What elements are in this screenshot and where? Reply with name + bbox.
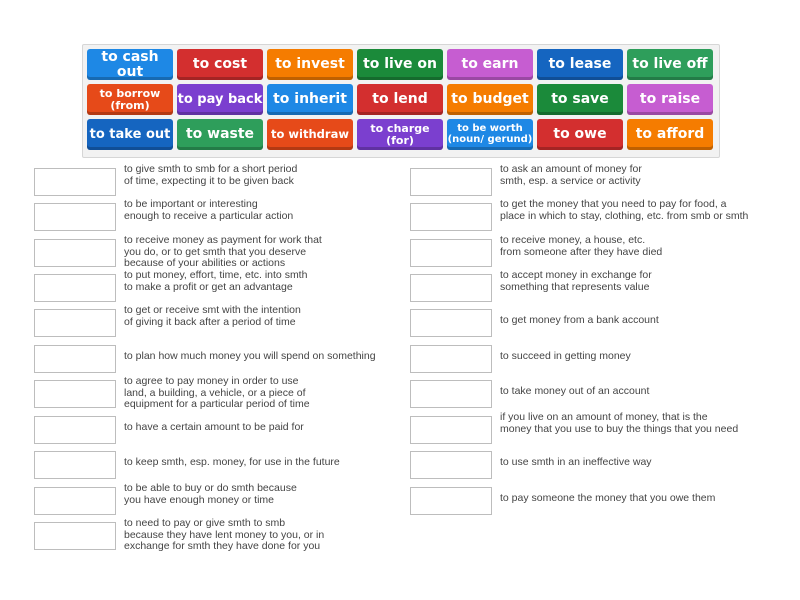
definition-text: to succeed in getting money — [500, 350, 631, 362]
definition-text: to have a certain amount to be paid for — [124, 421, 304, 433]
tile-to-save[interactable]: to save — [537, 84, 623, 115]
answer-slot[interactable] — [34, 239, 116, 267]
tile-to-withdraw[interactable]: to withdraw — [267, 119, 353, 150]
answer-slot[interactable] — [410, 239, 492, 267]
tile-to-cash-out[interactable]: to cash out — [87, 49, 173, 80]
answer-slot[interactable] — [410, 203, 492, 231]
answer-slot[interactable] — [34, 168, 116, 196]
answer-slot[interactable] — [34, 203, 116, 231]
answer-slot[interactable] — [410, 416, 492, 444]
tile-to-afford[interactable]: to afford — [627, 119, 713, 150]
tile-to-raise[interactable]: to raise — [627, 84, 713, 115]
tile-to-be-worth[interactable]: to be worth (noun/ gerund) — [447, 119, 533, 150]
tile-to-borrow[interactable]: to borrow (from) — [87, 84, 173, 115]
answer-slot[interactable] — [34, 416, 116, 444]
definition-text: to accept money in exchange for something that represents value — [500, 269, 652, 293]
definition-text: to be able to buy or do smth because you have enough money or time — [124, 482, 297, 506]
definition-text: to get or receive smt with the intention of giving it back after a period of time — [124, 304, 301, 328]
tile-to-lease[interactable]: to lease — [537, 49, 623, 80]
definition-text: to give smth to smb for a short period of time, expecting it to be given back — [124, 163, 298, 187]
definition-text: to get money from a bank account — [500, 314, 659, 326]
definition-text: to pay someone the money that you owe them — [500, 492, 716, 504]
tile-to-invest[interactable]: to invest — [267, 49, 353, 80]
answer-slot[interactable] — [410, 345, 492, 373]
tile-to-waste[interactable]: to waste — [177, 119, 263, 150]
answer-slot[interactable] — [410, 451, 492, 479]
definition-text: if you live on an amount of money, that is the money that you use to buy the things that you need — [500, 411, 739, 435]
tile-to-earn[interactable]: to earn — [447, 49, 533, 80]
answer-slot[interactable] — [34, 380, 116, 408]
answer-slot[interactable] — [410, 168, 492, 196]
answer-slot[interactable] — [34, 451, 116, 479]
definition-text: to receive money as payment for work that you do, or to get smth that you deserve because of your abilities or actions — [124, 234, 322, 269]
tile-to-inherit[interactable]: to inherit — [267, 84, 353, 115]
answer-slot[interactable] — [410, 309, 492, 337]
word-bank — [82, 44, 720, 158]
answer-slot[interactable] — [34, 309, 116, 337]
tile-to-lend[interactable]: to lend — [357, 84, 443, 115]
answer-slot[interactable] — [34, 487, 116, 515]
tile-to-take-out[interactable]: to take out — [87, 119, 173, 150]
definition-text: to put money, effort, time, etc. into smth to make a profit or get an advantage — [124, 269, 308, 293]
answer-slot[interactable] — [410, 380, 492, 408]
answer-slot[interactable] — [34, 522, 116, 550]
answer-slot[interactable] — [34, 274, 116, 302]
definition-text: to use smth in an ineffective way — [500, 456, 652, 468]
tile-to-live-on[interactable]: to live on — [357, 49, 443, 80]
tile-to-budget[interactable]: to budget — [447, 84, 533, 115]
definition-text: to take money out of an account — [500, 385, 650, 397]
tile-to-pay-back[interactable]: to pay back — [177, 84, 263, 115]
answer-slot[interactable] — [34, 345, 116, 373]
definition-text: to need to pay or give smth to smb because they have lent money to you, or in exchange for smth they have done for you — [124, 517, 325, 552]
definition-text: to be important or interesting enough to receive a particular action — [124, 198, 294, 222]
definition-text: to ask an amount of money for smth, esp. a service or activity — [500, 163, 642, 187]
tile-to-live-off[interactable]: to live off — [627, 49, 713, 80]
answer-slot[interactable] — [410, 487, 492, 515]
definition-text: to get the money that you need to pay for food, a place in which to stay, clothing, etc. from smb or smth — [500, 198, 749, 222]
definition-text: to plan how much money you will spend on something — [124, 350, 376, 362]
definition-text: to receive money, a house, etc. from someone after they have died — [500, 234, 663, 258]
tile-to-cost[interactable]: to cost — [177, 49, 263, 80]
tile-to-owe[interactable]: to owe — [537, 119, 623, 150]
definition-text: to keep smth, esp. money, for use in the future — [124, 456, 340, 468]
answer-slot[interactable] — [410, 274, 492, 302]
tile-to-charge[interactable]: to charge (for) — [357, 119, 443, 150]
definition-text: to agree to pay money in order to use land, a building, a vehicle, or a piece of equipment for a particular period of time — [124, 375, 310, 410]
